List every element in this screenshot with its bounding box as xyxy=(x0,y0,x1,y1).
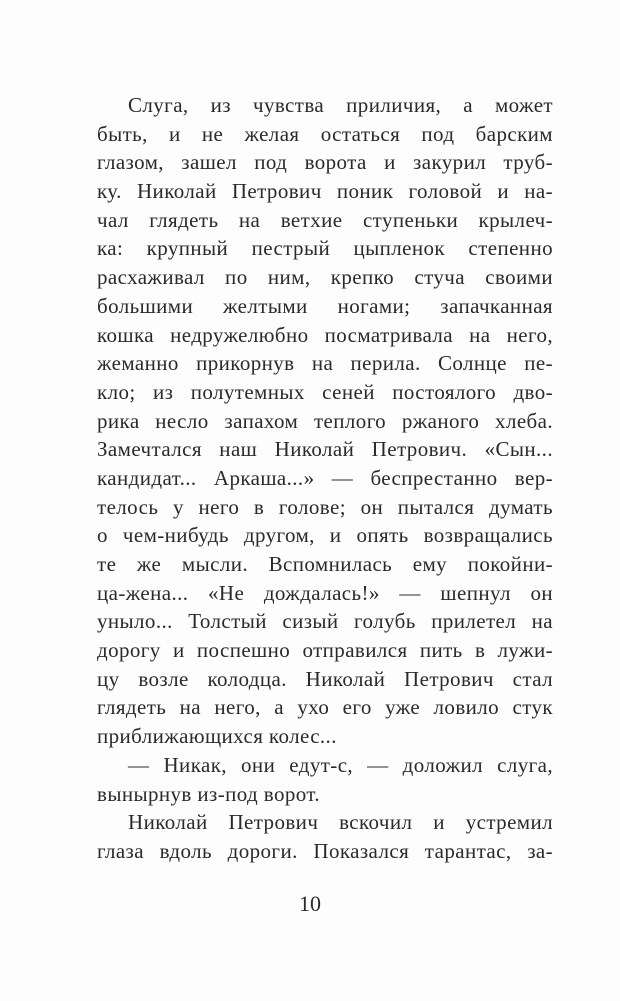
text-line: Слуга, из чувства приличия, а может xyxy=(128,93,553,117)
text-line: телось у него в голове; он пытался думать xyxy=(97,494,553,519)
text-line: кандидат... Аркаша...» — беспрестанно вер- xyxy=(97,465,553,490)
text-line: о чем-нибудь другом, и опять возвращались xyxy=(97,523,553,548)
text-line: большими желтыми ногами; запачканная xyxy=(97,293,553,318)
text-line: кошка недружелюбно посматривала на него, xyxy=(97,322,553,347)
text-line: глазом, зашел под ворота и закурил труб- xyxy=(97,150,553,175)
text-line: уныло... Толстый сизый голубь прилетел на xyxy=(97,609,553,634)
text-line: цу возле колодца. Николай Петрович стал xyxy=(97,666,553,691)
text-line: чал глядеть на ветхие ступеньки крылеч- xyxy=(97,207,553,232)
text-line: рика несло запахом теплого ржаного хлеба. xyxy=(97,408,553,433)
text-line: глядеть на него, а ухо его уже ловило стук xyxy=(97,695,553,720)
text-line: Замечтался наш Николай Петрович. «Сын... xyxy=(97,437,553,462)
text-line: приближающихся колес... xyxy=(97,724,337,749)
text-line: быть, и не желая остаться под барским xyxy=(97,121,553,146)
text-line: те же мысли. Вспомнилась ему покойни- xyxy=(97,552,553,576)
text-line: — Никак, они едут-с, — доложил слуга, xyxy=(128,752,553,777)
body-text xyxy=(97,91,553,866)
text-line: кло; из полутемных сеней постоялого дво- xyxy=(97,379,553,404)
text-line: жеманно прикорнув на перила. Солнце пе- xyxy=(97,351,553,376)
text-line: глаза вдоль дороги. Показался тарантас, за- xyxy=(97,838,553,863)
text-line: дорогу и поспешно отправился пить в лужи- xyxy=(97,638,553,663)
text-line: расхаживал по ним, крепко стуча своими xyxy=(97,265,553,290)
text-line: Николай Петрович вскочил и устремил xyxy=(128,810,553,835)
text-line: ку. Николай Петрович поник головой и на- xyxy=(97,179,553,204)
text-line: вынырнув из-под ворот. xyxy=(97,781,321,806)
page-number: 10 xyxy=(299,891,321,916)
text-line: ца-жена... «Не дождалась!» — шепнул он xyxy=(97,580,553,605)
text-line: ка: крупный пестрый цыпленок степенно xyxy=(97,236,553,261)
